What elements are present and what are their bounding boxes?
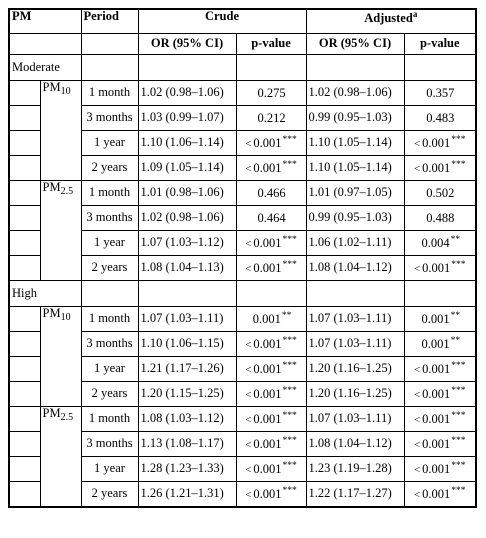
crude-significance: *** bbox=[282, 361, 297, 372]
crude-less-than: < bbox=[245, 464, 252, 477]
adjusted-or-cell: 0.99 (0.95–1.03) bbox=[306, 106, 404, 131]
adjusted-less-than: < bbox=[413, 464, 421, 477]
adjusted-or-cell: 1.02 (0.98–1.06) bbox=[306, 81, 404, 106]
header-pm: PM bbox=[9, 9, 81, 34]
header-row-1 bbox=[9, 9, 476, 34]
period-cell: 2 years bbox=[81, 156, 138, 181]
adjusted-or-cell: 1.07 (1.03–1.11) bbox=[306, 307, 404, 332]
crude-significance: *** bbox=[282, 135, 297, 146]
crude-pvalue-cell bbox=[236, 357, 306, 382]
header-crude: Crude bbox=[138, 9, 306, 34]
adjusted-pvalue-cell bbox=[404, 482, 476, 508]
group-blank bbox=[404, 281, 476, 307]
crude-significance: *** bbox=[282, 160, 297, 171]
adjusted-less-than: < bbox=[413, 489, 421, 502]
crude-pvalue-cell bbox=[236, 256, 306, 281]
period-cell: 1 month bbox=[81, 81, 138, 106]
period-cell: 3 months bbox=[81, 332, 138, 357]
header-adjusted-or: OR (95% CI) bbox=[306, 34, 404, 55]
crude-less-than: < bbox=[245, 389, 252, 402]
adjusted-pvalue: 0.001 bbox=[422, 362, 451, 377]
period-cell: 1 month bbox=[81, 307, 138, 332]
crude-or-cell: 1.07 (1.03–1.12) bbox=[138, 231, 236, 256]
pollutant-subscript: 10 bbox=[60, 86, 71, 97]
crude-less-than: < bbox=[245, 414, 252, 427]
header-adjusted bbox=[306, 9, 476, 34]
adjusted-significance: *** bbox=[451, 461, 466, 472]
crude-pvalue: 0.001 bbox=[253, 337, 282, 352]
crude-or-cell: 1.10 (1.06–1.14) bbox=[138, 131, 236, 156]
group-blank bbox=[236, 55, 306, 81]
indent-cell bbox=[9, 457, 40, 482]
crude-pvalue: 0.464 bbox=[257, 211, 286, 226]
crude-pvalue: 0.275 bbox=[257, 86, 286, 101]
adjusted-significance: ** bbox=[450, 311, 461, 322]
crude-less-than: < bbox=[245, 439, 252, 452]
period-cell: 1 month bbox=[81, 407, 138, 432]
pollutant-label bbox=[40, 407, 81, 508]
crude-pvalue-cell bbox=[236, 482, 306, 508]
crude-or-cell: 1.01 (0.98–1.06) bbox=[138, 181, 236, 206]
adjusted-or-cell: 1.22 (1.17–1.27) bbox=[306, 482, 404, 508]
crude-or-cell: 1.20 (1.15–1.25) bbox=[138, 382, 236, 407]
adjusted-less-than: < bbox=[413, 364, 421, 377]
crude-significance: *** bbox=[282, 411, 297, 422]
crude-pvalue: 0.001 bbox=[252, 312, 281, 327]
crude-or-cell: 1.08 (1.04–1.13) bbox=[138, 256, 236, 281]
adjusted-or-cell: 1.07 (1.03–1.11) bbox=[306, 332, 404, 357]
adjusted-pvalue: 0.001 bbox=[422, 136, 451, 151]
header-pm-blank bbox=[9, 34, 81, 55]
adjusted-less-than: < bbox=[413, 439, 421, 452]
group-blank bbox=[81, 55, 138, 81]
adjusted-pvalue-cell bbox=[404, 332, 476, 357]
crude-significance: *** bbox=[282, 486, 297, 497]
pollutant-subscript: 2.5 bbox=[60, 186, 74, 197]
adjusted-or-cell: 1.20 (1.16–1.25) bbox=[306, 382, 404, 407]
crude-or-cell: 1.13 (1.08–1.17) bbox=[138, 432, 236, 457]
crude-pvalue-cell bbox=[236, 457, 306, 482]
crude-pvalue: 0.001 bbox=[253, 261, 282, 276]
crude-pvalue-cell bbox=[236, 407, 306, 432]
adjusted-pvalue-cell bbox=[404, 382, 476, 407]
crude-or-cell: 1.21 (1.17–1.26) bbox=[138, 357, 236, 382]
indent-cell bbox=[9, 332, 40, 357]
pollutant-subscript: 2.5 bbox=[60, 412, 74, 423]
adjusted-pvalue-cell bbox=[404, 357, 476, 382]
crude-pvalue-cell bbox=[236, 231, 306, 256]
crude-pvalue: 0.001 bbox=[253, 362, 282, 377]
crude-significance: *** bbox=[282, 461, 297, 472]
crude-pvalue: 0.001 bbox=[253, 487, 282, 502]
adjusted-or-cell: 1.20 (1.16–1.25) bbox=[306, 357, 404, 382]
table-row bbox=[9, 307, 476, 332]
group-blank bbox=[138, 281, 236, 307]
indent-cell bbox=[9, 357, 40, 382]
table-row bbox=[9, 181, 476, 206]
adjusted-pvalue-cell bbox=[404, 81, 476, 106]
period-cell: 1 month bbox=[81, 181, 138, 206]
adjusted-or-cell: 1.08 (1.04–1.12) bbox=[306, 432, 404, 457]
crude-significance: ** bbox=[281, 311, 292, 322]
period-cell: 3 months bbox=[81, 206, 138, 231]
group-blank bbox=[404, 55, 476, 81]
group-blank bbox=[138, 55, 236, 81]
crude-pvalue: 0.001 bbox=[253, 136, 282, 151]
adjusted-significance: *** bbox=[451, 486, 466, 497]
crude-or-cell: 1.02 (0.98–1.06) bbox=[138, 81, 236, 106]
adjusted-less-than: < bbox=[413, 389, 421, 402]
adjusted-or-cell: 1.07 (1.03–1.11) bbox=[306, 407, 404, 432]
table-row bbox=[9, 81, 476, 106]
crude-pvalue: 0.212 bbox=[257, 111, 286, 126]
adjusted-significance: *** bbox=[451, 436, 466, 447]
adjusted-significance: *** bbox=[451, 160, 466, 171]
crude-pvalue: 0.001 bbox=[253, 462, 282, 477]
group-label: Moderate bbox=[9, 55, 81, 81]
pollutant-label bbox=[40, 181, 81, 281]
adjusted-pvalue: 0.488 bbox=[426, 211, 455, 226]
pollutant-name: PM bbox=[42, 180, 61, 194]
adjusted-pvalue: 0.001 bbox=[422, 437, 451, 452]
adjusted-pvalue: 0.001 bbox=[422, 161, 451, 176]
results-table-container bbox=[8, 8, 477, 508]
pollutant-name: PM bbox=[42, 406, 61, 420]
adjusted-or-cell: 0.99 (0.95–1.03) bbox=[306, 206, 404, 231]
adjusted-or-cell: 1.01 (0.97–1.05) bbox=[306, 181, 404, 206]
pollutant-label bbox=[40, 81, 81, 181]
crude-less-than: < bbox=[245, 489, 252, 502]
group-blank bbox=[81, 281, 138, 307]
crude-significance: *** bbox=[282, 386, 297, 397]
adjusted-pvalue-cell bbox=[404, 256, 476, 281]
crude-less-than: < bbox=[245, 364, 252, 377]
indent-cell bbox=[9, 206, 40, 231]
adjusted-less-than: < bbox=[413, 263, 421, 276]
period-cell: 2 years bbox=[81, 482, 138, 508]
results-table bbox=[8, 8, 477, 508]
indent-cell bbox=[9, 307, 40, 332]
adjusted-or-cell: 1.06 (1.02–1.11) bbox=[306, 231, 404, 256]
adjusted-pvalue-cell bbox=[404, 231, 476, 256]
crude-or-cell: 1.26 (1.21–1.31) bbox=[138, 482, 236, 508]
adjusted-pvalue-cell bbox=[404, 206, 476, 231]
period-cell: 1 year bbox=[81, 131, 138, 156]
crude-pvalue: 0.466 bbox=[257, 186, 286, 201]
adjusted-pvalue-cell bbox=[404, 131, 476, 156]
group-blank bbox=[306, 55, 404, 81]
crude-less-than: < bbox=[245, 238, 252, 251]
crude-pvalue-cell bbox=[236, 156, 306, 181]
crude-pvalue-cell bbox=[236, 181, 306, 206]
crude-pvalue: 0.001 bbox=[253, 412, 282, 427]
adjusted-significance: ** bbox=[450, 336, 461, 347]
period-cell: 1 year bbox=[81, 457, 138, 482]
crude-or-cell: 1.07 (1.03–1.11) bbox=[138, 307, 236, 332]
adjusted-significance: *** bbox=[451, 135, 466, 146]
crude-pvalue-cell bbox=[236, 81, 306, 106]
adjusted-pvalue: 0.001 bbox=[422, 261, 451, 276]
adjusted-less-than: < bbox=[413, 138, 421, 151]
period-cell: 1 year bbox=[81, 357, 138, 382]
crude-significance: *** bbox=[282, 436, 297, 447]
adjusted-pvalue: 0.502 bbox=[426, 186, 455, 201]
adjusted-pvalue-cell bbox=[404, 432, 476, 457]
adjusted-pvalue: 0.001 bbox=[421, 337, 450, 352]
adjusted-pvalue-cell bbox=[404, 457, 476, 482]
indent-cell bbox=[9, 432, 40, 457]
header-crude-or: OR (95% CI) bbox=[138, 34, 236, 55]
crude-pvalue-cell bbox=[236, 307, 306, 332]
crude-pvalue: 0.001 bbox=[253, 236, 282, 251]
indent-cell bbox=[9, 81, 40, 106]
pollutant-label bbox=[40, 307, 81, 407]
crude-pvalue-cell bbox=[236, 131, 306, 156]
adjusted-less-than: < bbox=[413, 163, 421, 176]
adjusted-pvalue-cell bbox=[404, 181, 476, 206]
adjusted-significance: *** bbox=[451, 411, 466, 422]
adjusted-pvalue: 0.001 bbox=[422, 487, 451, 502]
header-period-blank bbox=[81, 34, 138, 55]
adjusted-pvalue-cell bbox=[404, 307, 476, 332]
adjusted-pvalue: 0.001 bbox=[422, 387, 451, 402]
header-adjusted-label: Adjusted bbox=[364, 11, 413, 26]
period-cell: 2 years bbox=[81, 256, 138, 281]
adjusted-significance: *** bbox=[451, 386, 466, 397]
crude-pvalue-cell bbox=[236, 106, 306, 131]
group-row bbox=[9, 281, 476, 307]
crude-less-than: < bbox=[245, 163, 252, 176]
adjusted-pvalue-cell bbox=[404, 156, 476, 181]
adjusted-or-cell: 1.08 (1.04–1.12) bbox=[306, 256, 404, 281]
adjusted-pvalue: 0.001 bbox=[422, 412, 451, 427]
crude-pvalue: 0.001 bbox=[253, 161, 282, 176]
adjusted-significance: *** bbox=[451, 260, 466, 271]
crude-or-cell: 1.09 (1.05–1.14) bbox=[138, 156, 236, 181]
crude-significance: *** bbox=[282, 235, 297, 246]
crude-pvalue-cell bbox=[236, 206, 306, 231]
crude-or-cell: 1.02 (0.98–1.06) bbox=[138, 206, 236, 231]
group-blank bbox=[306, 281, 404, 307]
crude-significance: *** bbox=[282, 336, 297, 347]
indent-cell bbox=[9, 482, 40, 508]
adjusted-or-cell: 1.23 (1.19–1.28) bbox=[306, 457, 404, 482]
adjusted-pvalue: 0.357 bbox=[426, 86, 455, 101]
period-cell: 3 months bbox=[81, 106, 138, 131]
header-row-2 bbox=[9, 34, 476, 55]
crude-less-than: < bbox=[245, 339, 252, 352]
indent-cell bbox=[9, 256, 40, 281]
crude-pvalue-cell bbox=[236, 382, 306, 407]
group-row bbox=[9, 55, 476, 81]
period-cell: 2 years bbox=[81, 382, 138, 407]
crude-or-cell: 1.03 (0.99–1.07) bbox=[138, 106, 236, 131]
crude-pvalue: 0.001 bbox=[253, 437, 282, 452]
crude-or-cell: 1.08 (1.03–1.12) bbox=[138, 407, 236, 432]
indent-cell bbox=[9, 131, 40, 156]
crude-or-cell: 1.28 (1.23–1.33) bbox=[138, 457, 236, 482]
pollutant-name: PM bbox=[42, 80, 61, 94]
header-adjusted-footnote: a bbox=[412, 9, 418, 19]
adjusted-pvalue: 0.483 bbox=[426, 111, 455, 126]
crude-less-than: < bbox=[245, 263, 252, 276]
table-row bbox=[9, 407, 476, 432]
indent-cell bbox=[9, 382, 40, 407]
period-cell: 3 months bbox=[81, 432, 138, 457]
results-body bbox=[9, 55, 476, 508]
adjusted-pvalue: 0.001 bbox=[421, 312, 450, 327]
indent-cell bbox=[9, 407, 40, 432]
crude-significance: *** bbox=[282, 260, 297, 271]
crude-pvalue-cell bbox=[236, 332, 306, 357]
indent-cell bbox=[9, 181, 40, 206]
indent-cell bbox=[9, 231, 40, 256]
adjusted-significance: ** bbox=[450, 235, 461, 246]
group-blank bbox=[236, 281, 306, 307]
adjusted-or-cell: 1.10 (1.05–1.14) bbox=[306, 131, 404, 156]
crude-pvalue-cell bbox=[236, 432, 306, 457]
crude-less-than: < bbox=[245, 138, 252, 151]
indent-cell bbox=[9, 106, 40, 131]
header-adjusted-pvalue: p-value bbox=[404, 34, 476, 55]
adjusted-less-than: < bbox=[413, 414, 421, 427]
adjusted-significance: *** bbox=[451, 361, 466, 372]
pollutant-name: PM bbox=[42, 306, 61, 320]
group-label: High bbox=[9, 281, 81, 307]
header-crude-pvalue: p-value bbox=[236, 34, 306, 55]
indent-cell bbox=[9, 156, 40, 181]
adjusted-or-cell: 1.10 (1.05–1.14) bbox=[306, 156, 404, 181]
crude-pvalue: 0.001 bbox=[253, 387, 282, 402]
period-cell: 1 year bbox=[81, 231, 138, 256]
adjusted-pvalue: 0.001 bbox=[422, 462, 451, 477]
adjusted-pvalue-cell bbox=[404, 106, 476, 131]
adjusted-pvalue-cell bbox=[404, 407, 476, 432]
adjusted-pvalue: 0.004 bbox=[421, 236, 450, 251]
header-period: Period bbox=[81, 9, 138, 34]
crude-or-cell: 1.10 (1.06–1.15) bbox=[138, 332, 236, 357]
pollutant-subscript: 10 bbox=[60, 312, 71, 323]
